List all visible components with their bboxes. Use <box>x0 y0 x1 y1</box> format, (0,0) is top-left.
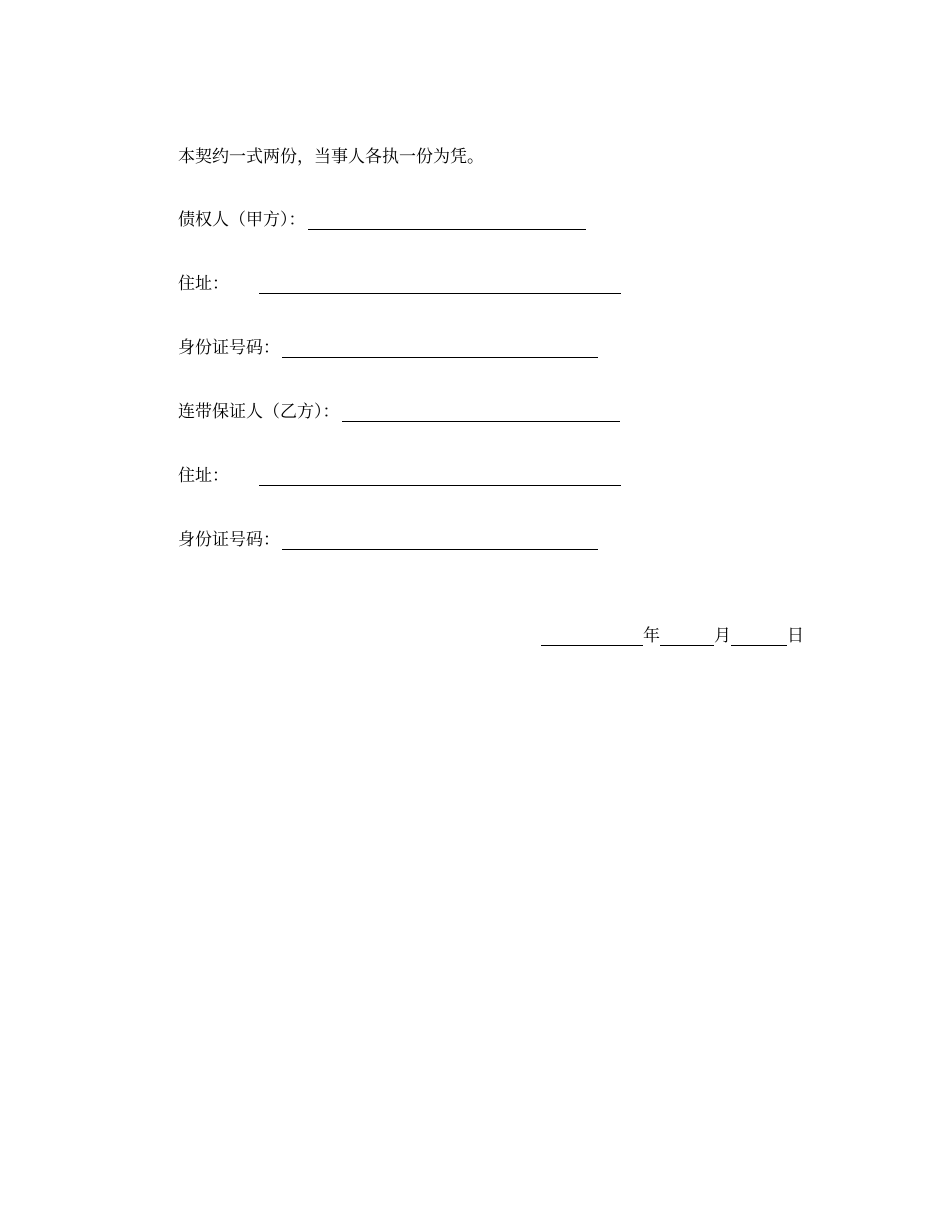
guarantor-address-label: 住址： <box>178 466 229 486</box>
year-blank-line <box>541 629 643 646</box>
guarantor-address-blank-line <box>259 469 621 486</box>
creditor-address-label: 住址： <box>178 274 229 294</box>
day-blank-line <box>731 629 787 646</box>
creditor-label: 债权人（甲方）： <box>178 210 306 230</box>
year-label: 年 <box>643 626 660 646</box>
creditor-id-row <box>178 338 598 358</box>
creditor-id-blank-line <box>282 341 598 358</box>
creditor-address-row <box>178 274 621 294</box>
guarantor-label: 连带保证人（乙方）： <box>178 402 340 422</box>
guarantor-id-row <box>178 530 598 550</box>
date-row <box>541 626 804 646</box>
guarantor-address-row <box>178 466 621 486</box>
guarantor-id-label: 身份证号码： <box>178 530 280 550</box>
guarantor-row <box>178 402 620 422</box>
intro-statement <box>178 147 484 167</box>
day-label: 日 <box>787 626 804 646</box>
guarantor-blank-line <box>342 405 620 422</box>
creditor-blank-line <box>308 213 586 230</box>
month-blank-line <box>660 629 714 646</box>
guarantor-id-blank-line <box>282 533 598 550</box>
intro-text: 本契约一式两份，当事人各执一份为凭。 <box>178 147 484 167</box>
creditor-address-blank-line <box>259 277 621 294</box>
creditor-row <box>178 210 586 230</box>
month-label: 月 <box>714 626 731 646</box>
creditor-id-label: 身份证号码： <box>178 338 280 358</box>
